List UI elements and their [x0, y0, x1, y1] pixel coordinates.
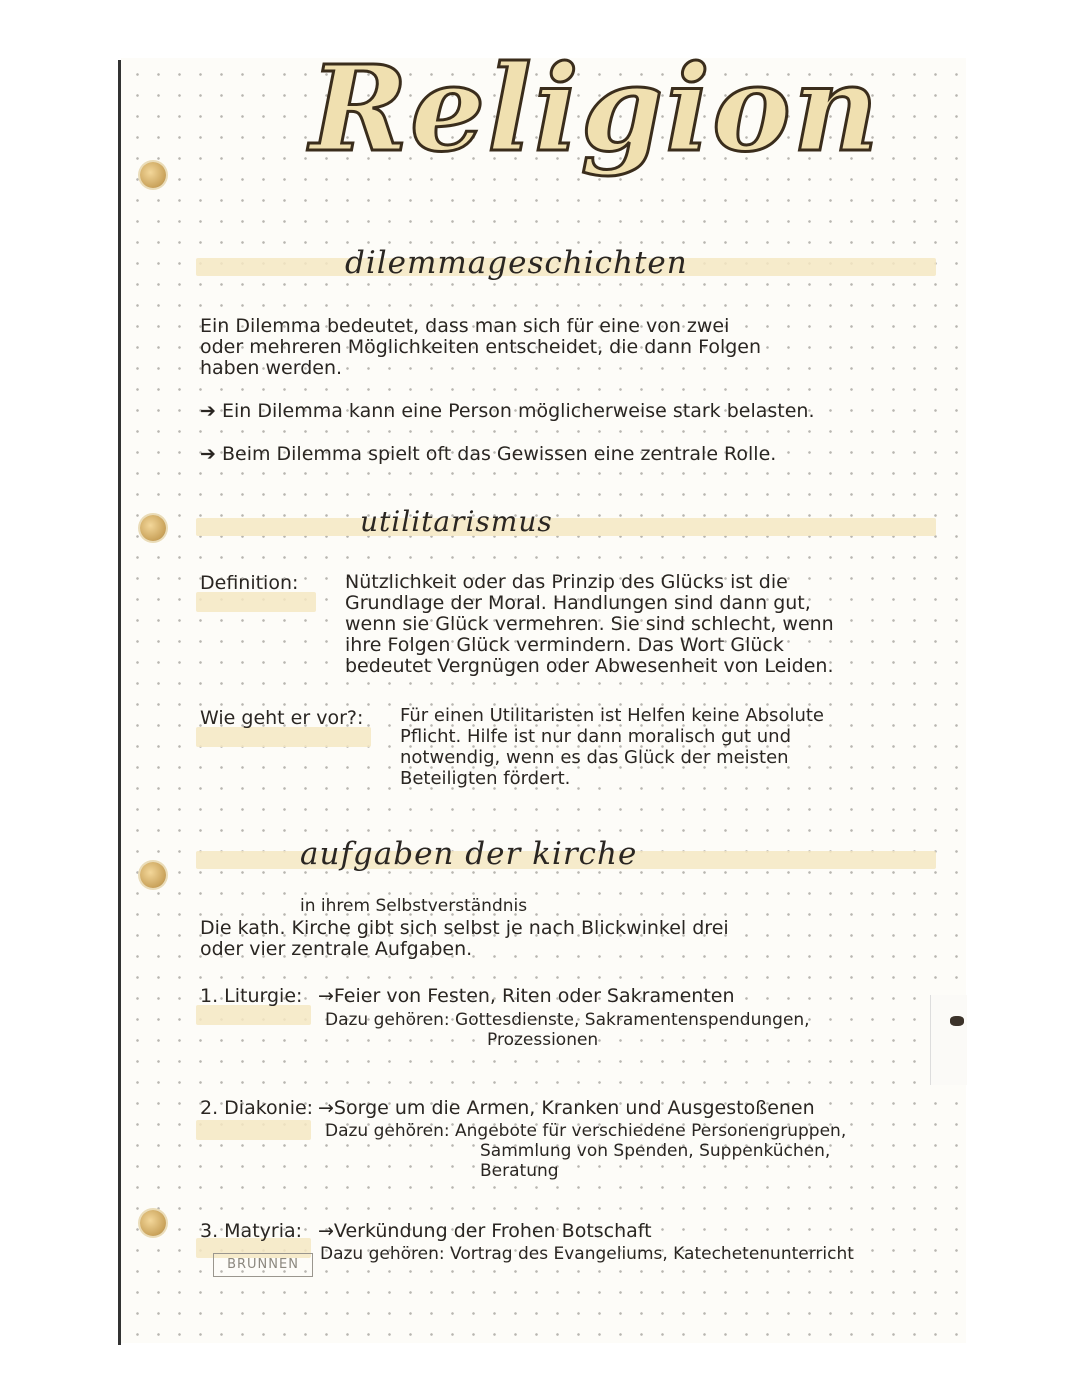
punch-hole: [140, 862, 166, 888]
intro-insert: in ihrem Selbstverständnis: [300, 896, 528, 916]
task-description: →Feier von Festen, Riten oder Sakramenten: [318, 985, 735, 1007]
text-line: Grundlage der Moral. Handlungen sind dann gut,: [345, 592, 811, 614]
definition-text: [345, 572, 834, 677]
text-line: Prozessionen: [487, 1030, 599, 1050]
margin-note: [930, 995, 967, 1085]
task-label: 3. Matyria:: [200, 1220, 303, 1242]
section-heading-kirche: aufgaben der kirche: [300, 836, 638, 872]
text-line: oder vier zentrale Aufgaben.: [200, 938, 473, 960]
text-line: Beteiligten fördert.: [400, 768, 571, 789]
text-line: Für einen Utilitaristen ist Helfen keine Absolute: [400, 705, 824, 726]
answer-text: [400, 705, 824, 789]
task-description: →Sorge um die Armen, Kranken und Ausgestoßenen: [318, 1097, 815, 1119]
text-line: Dazu gehören: Angebote für verschiedene Personengruppen,: [325, 1121, 847, 1141]
text-line: Nützlichkeit oder das Prinzip des Glücks ist die: [345, 571, 788, 593]
text-line: Sammlung von Spenden, Suppenküchen,: [480, 1141, 831, 1161]
task-label: 2. Diakonie:: [200, 1097, 314, 1119]
brand-logo: BRUNNEN: [213, 1253, 313, 1277]
text-line: Die kath. Kirche gibt sich selbst je nach Blickwinkel drei: [200, 917, 729, 939]
bullet-point: ➔ Ein Dilemma kann eine Person möglicherweise stark belasten.: [200, 400, 815, 422]
punch-hole: [140, 162, 166, 188]
text-line: oder mehreren Möglichkeiten entscheidet, die dann Folgen: [200, 336, 762, 358]
arrow-icon: ➔: [200, 443, 222, 465]
page-title: Religion: [310, 39, 881, 178]
label-highlight: [196, 592, 316, 612]
label-highlight: [196, 1005, 311, 1025]
section-heading-dilemma: dilemmageschichten: [345, 245, 688, 281]
text-line: Dazu gehören: Vortrag des Evangeliums, Katechetenunterricht: [320, 1244, 854, 1264]
task-label: 1. Liturgie:: [200, 985, 303, 1007]
text-line: ihre Folgen Glück vermindern. Das Wort Glück: [345, 634, 784, 656]
text-line: Dazu gehören: Gottesdienste, Sakramentenspendungen,: [325, 1010, 810, 1030]
text-line: Pflicht. Hilfe ist nur dann moralisch gut und: [400, 726, 791, 747]
dilemma-intro: [200, 316, 761, 379]
heading-highlight: [196, 518, 936, 536]
label-highlight: [196, 727, 371, 747]
punch-hole: [140, 1210, 166, 1236]
bullet-point: ➔ Beim Dilemma spielt oft das Gewissen eine zentrale Rolle.: [200, 443, 777, 465]
arrow-icon: ➔: [200, 400, 222, 422]
question-label: Wie geht er vor?:: [200, 707, 364, 729]
task-detail: [320, 1244, 854, 1264]
punch-hole: [140, 515, 166, 541]
text-line: bedeutet Vergnügen oder Abwesenheit von Leiden.: [345, 655, 834, 677]
ink-smudge: [950, 1016, 964, 1026]
text-line: wenn sie Glück vermehren. Sie sind schlecht, wenn: [345, 613, 834, 635]
definition-label: Definition:: [200, 572, 299, 594]
text-line: haben werden.: [200, 357, 343, 379]
text-line: Beratung: [480, 1161, 559, 1181]
kirche-intro: [200, 918, 729, 960]
task-detail: [325, 1010, 810, 1050]
text-line: Ein Dilemma bedeutet, dass man sich für eine von zwei: [200, 315, 730, 337]
text-line: notwendig, wenn es das Glück der meisten: [400, 747, 789, 768]
section-heading-utilitarismus: utilitarismus: [360, 505, 553, 538]
task-detail: [325, 1121, 846, 1181]
task-description: →Verkündung der Frohen Botschaft: [318, 1220, 652, 1242]
label-highlight: [196, 1120, 311, 1140]
